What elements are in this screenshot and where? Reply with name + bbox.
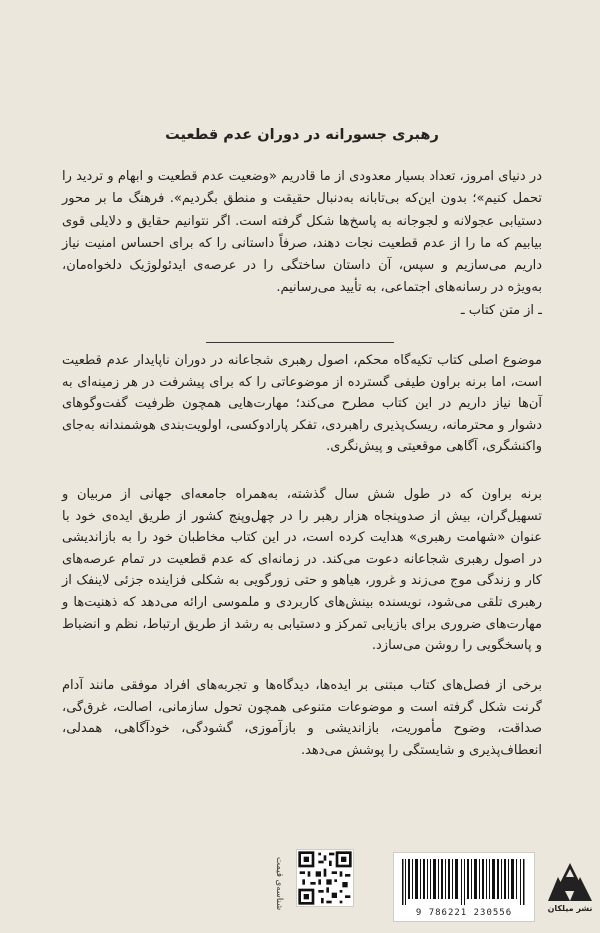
quote-block (62, 166, 542, 322)
barcode-icon (402, 859, 526, 905)
cover-title: رهبری جسورانه در دوران عدم قطعیت (165, 127, 439, 143)
quote-source: ـ از متن کتاب ـ (460, 302, 542, 318)
body-paragraph-1-block (62, 350, 542, 458)
body-paragraph-2-block (62, 484, 542, 657)
body-paragraph-3-block (62, 675, 542, 761)
quote-text: در دنیای امروز، تعداد بسیار معدودی از ما قادریم «وضعیت عدم قطعیت و ابهام و تردید را تحمل کنیم»؛ بدون این‌که بی‌تابانه به‌دنبال حقیقت و منطق بگردیم». فرهنگ ما بر محور دستیابی عجولانه و لجوجانه به پاسخ‌ها شکل گرفته است. اگر نتوانیم حقایق و دلایلی قوی بیابیم که ما را از عدم قطعیت نجات دهند، صرفاً داستانی را که برای احساس امنیت نیاز داریم می‌سازیم و سپس، آن داستان ساختگی را در عرصه‌ی ایدئولوژیک دلخواه‌مان، به‌ویژه در رسانه‌های اجتماعی، به تأیید می‌رسانیم. (62, 169, 542, 296)
body-paragraph-3: برخی از فصل‌های کتاب مبتنی بر ایده‌ها، دیدگاه‌ها و تجربه‌های افراد موفقی مانند آدام گرنت شکل گرفته است و موضوعات متنوعی همچون تحول سازمانی، اصالت، غرق‌گی، صداقت، وضوح مأموریت، بازاندیشی و بازآموزی، گشودگی، خودآگاهی، همدلی، انعطاف‌پذیری و شایستگی را پوشش می‌دهد. (62, 678, 542, 758)
isbn-number: 9 786221 230556 (415, 908, 513, 918)
publisher-name: نشر میلکان (547, 904, 593, 913)
body-paragraph-2: برنه براون که در طول شش سال گذشته، به‌همراه جامعه‌ای جهانی از مربیان و تسهیل‌گران، بیش از صدوپنجاه هزار رهبر را در چهل‌وپنج کشور از طریق ایده‌ی خود با عنوان «شهامت رهبری» هدایت کرده است، در این کتاب مخاطبان خود را به بازاندیشی در اصول رهبری شجاعانه دعوت می‌کند. در زمانه‌ای که عدم قطعیت در تمام عرصه‌های کار و زندگی موج می‌زند و غرور، هیاهو و حتی زورگویی به شکلی فزاینده جزئی لاینفک از رهبری تلقی می‌شود، نویسنده بینش‌های کاربردی و ملموسی ارائه می‌دهد که ذهنیت‌ها و مهارت‌های ضروری برای بازیابی تمرکز و دستیابی به رشد از طریق ارتباط، نظم و انضباط و پاسخگویی را روشن می‌سازد. (62, 487, 542, 654)
body-paragraph-1: موضوع اصلی کتاب تکیه‌گاه محکم، اصول رهبری شجاعانه در دوران ناپایدار عدم قطعیت است، اما برنه براون طیفی گسترده از موضوعاتی را که برای پیشرفت در هر زمینه‌ای به آن‌ها نیاز داریم در این کتاب مطرح می‌کند؛ مهارت‌هایی همچون ظرفیت گفت‌وگوهای دشوار و محترمانه، ریسک‌پذیری راهبردی، تفکر پارادوکسی، اولویت‌بندی هوشمندانه به‌جای واکنشگری، آگاهی موقعیتی و پیش‌نگری. (62, 353, 542, 455)
qr-caption: شناسه‌ی قیمت (274, 857, 284, 911)
divider-line (206, 342, 394, 343)
isbn-barcode-box (393, 852, 535, 922)
qr-code-icon (296, 849, 354, 907)
